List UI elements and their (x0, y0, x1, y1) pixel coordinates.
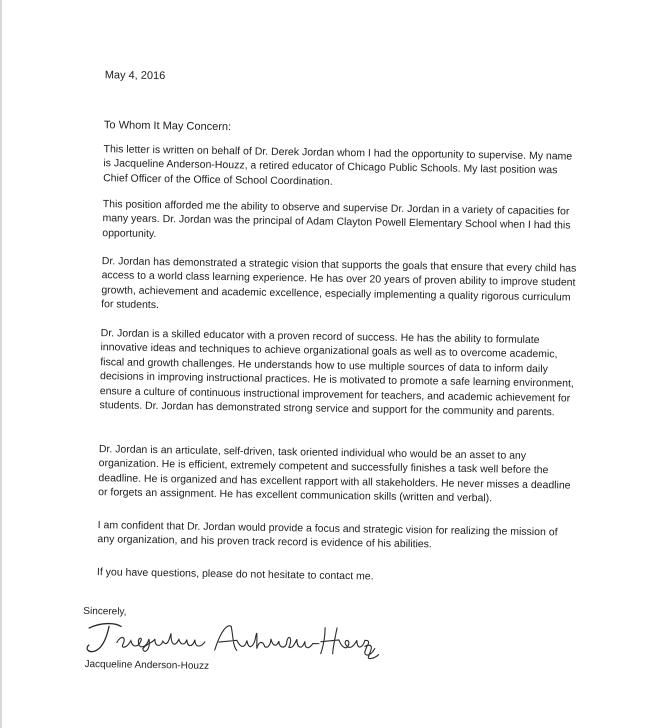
paragraph-confidence: I am confident that Dr. Jordan would provide a focus and strategic vision for realizing the mission of any organization, and his proven track record is evidence of his abilities. (97, 519, 558, 551)
salutation: To Whom It May Concern: (103, 119, 232, 134)
handwritten-signature (81, 618, 382, 663)
paragraph-skilled-educator: Dr. Jordan is a skilled educator with a proven record of success. He has the ability to formulate innovative ideas and techniques to achieve organizational goals as well as to overcome academic, fiscal and growth challenges. He understands how to use multiple sources of data to inform daily decisions in improving instructional practices. He is motivated to promote a safe learning environment, ensure a culture of continuous instructional improvement for teachers, and academic achievement for students. Dr. Jordan has demonstrated strong service and support for the community and parents. (99, 327, 574, 419)
paragraph-strategic-vision: Dr. Jordan has demonstrated a strategic vision that supports the goals that ensure that every child has access to a world class learning experience. He has over 20 years of proven ability to improve student growth, achievement and academic excellence, especially implementing a quality rigorous curriculum for students. (101, 255, 577, 312)
paragraph-personal-qualities: Dr. Jordan is an articulate, self-driven, task oriented individual who would be an asset to any organization. He is efficient, extremely competent and successfully finishes a task well before the deadline. He is organized and has excellent rapport with all stakeholders. He never misses a deadline or forgets an assignment. He has excellent communication skills (written and verbal). (98, 443, 571, 505)
closing: Sincerely, (83, 605, 127, 618)
letter-date: May 4, 2016 (104, 69, 166, 83)
letter-body (83, 60, 577, 672)
paragraph-introduction: This letter is written on behalf of Dr. Derek Jordan whom I had the opportunity to supervise. My name is Jacqueline Anderson-Houzz, a retired educator of Chicago Public Schools. My last position was Chief Officer of the Office of School Coordination. (103, 143, 573, 188)
paragraph-contact: If you have questions, please do not hesitate to contact me. (96, 566, 374, 583)
signer-name: Jacqueline Anderson-Houzz (84, 658, 210, 672)
paragraph-supervision: This position afforded me the ability to observe and supervise Dr. Jordan in a variety of capacities for many years. Dr. Jordan was the principal of Adam Clayton Powell Elementary School when I had this opportunity. (102, 198, 571, 240)
